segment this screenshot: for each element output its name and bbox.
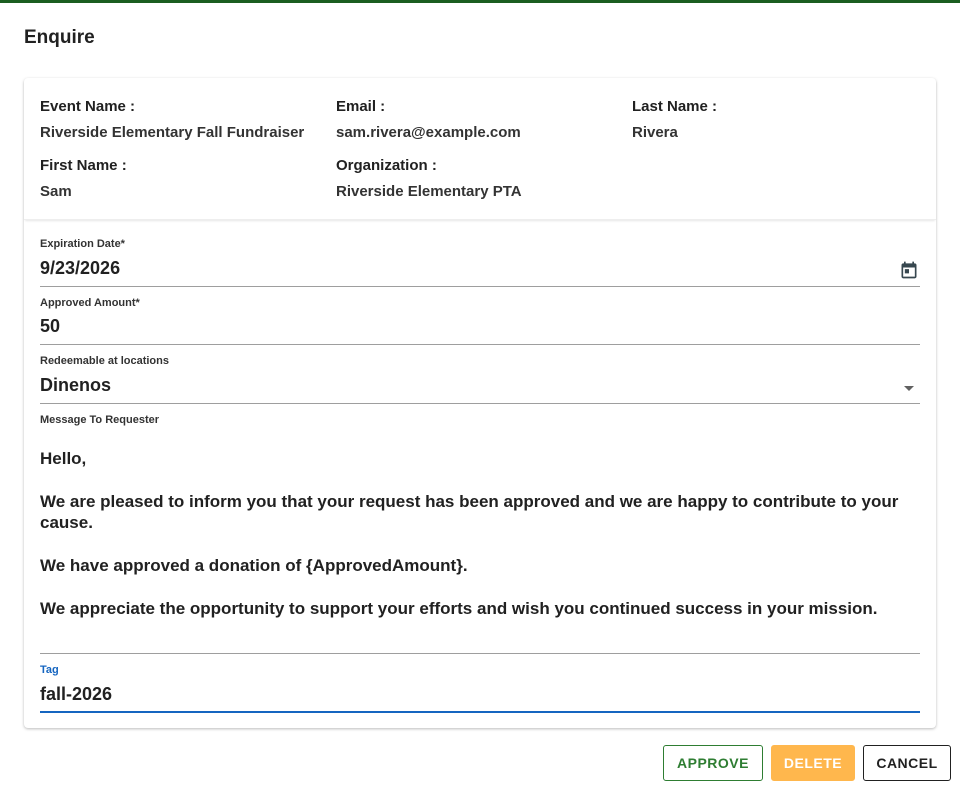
message-to-requester-label: Message To Requester (40, 414, 160, 426)
last-name-field (632, 98, 922, 142)
event-name-field (40, 98, 330, 142)
dialog-title: Enquire (24, 27, 95, 48)
email-value: sam.rivera@example.com (336, 124, 521, 141)
message-textarea[interactable] (40, 448, 920, 641)
organization-field (336, 157, 626, 201)
approved-amount-field[interactable] (40, 297, 920, 345)
enquiry-card (24, 78, 936, 728)
calendar-icon[interactable] (899, 260, 919, 280)
tag-label: Tag (40, 664, 59, 676)
expiration-date-field[interactable] (40, 238, 920, 287)
redeemable-locations-field[interactable] (40, 355, 920, 404)
organization-value: Riverside Elementary PTA (336, 183, 522, 200)
organization-label: Organization : (336, 157, 437, 174)
event-name-label: Event Name : (40, 98, 136, 115)
message-to-requester-field[interactable] (40, 414, 920, 654)
approved-amount-input[interactable]: 50 (40, 316, 61, 336)
message-line: We have approved a donation of {ApprovedAmount}. (40, 556, 468, 575)
email-label: Email : (336, 98, 386, 115)
message-line: We are pleased to inform you that your request has been approved and we are happy to contribute to your cause. (40, 492, 899, 532)
expiration-date-label: Expiration Date* (40, 238, 125, 250)
tag-field[interactable] (40, 664, 920, 713)
approved-amount-label: Approved Amount* (40, 297, 140, 309)
tag-input[interactable]: fall-2026 (40, 684, 113, 704)
message-line: Hello, (40, 449, 87, 468)
approve-button[interactable]: APPROVE (663, 745, 763, 781)
event-name-value: Riverside Elementary Fall Fundraiser (40, 124, 305, 141)
last-name-value: Rivera (632, 124, 678, 141)
expiration-date-input[interactable]: 9/23/2026 (40, 258, 121, 278)
redeemable-locations-label: Redeemable at locations (40, 355, 169, 367)
delete-button[interactable]: DELETE (771, 745, 855, 781)
first-name-field (40, 157, 330, 201)
first-name-value: Sam (40, 183, 72, 200)
last-name-label: Last Name : (632, 98, 718, 115)
email-field (336, 98, 626, 142)
dropdown-arrow-icon[interactable] (904, 386, 914, 391)
first-name-label: First Name : (40, 157, 127, 174)
requester-info-section (24, 78, 936, 220)
redeemable-locations-select[interactable]: Dinenos (40, 375, 112, 395)
cancel-button[interactable]: CANCEL (863, 745, 951, 781)
message-line: We appreciate the opportunity to support your efforts and wish you continued success in your mission. (40, 599, 878, 618)
